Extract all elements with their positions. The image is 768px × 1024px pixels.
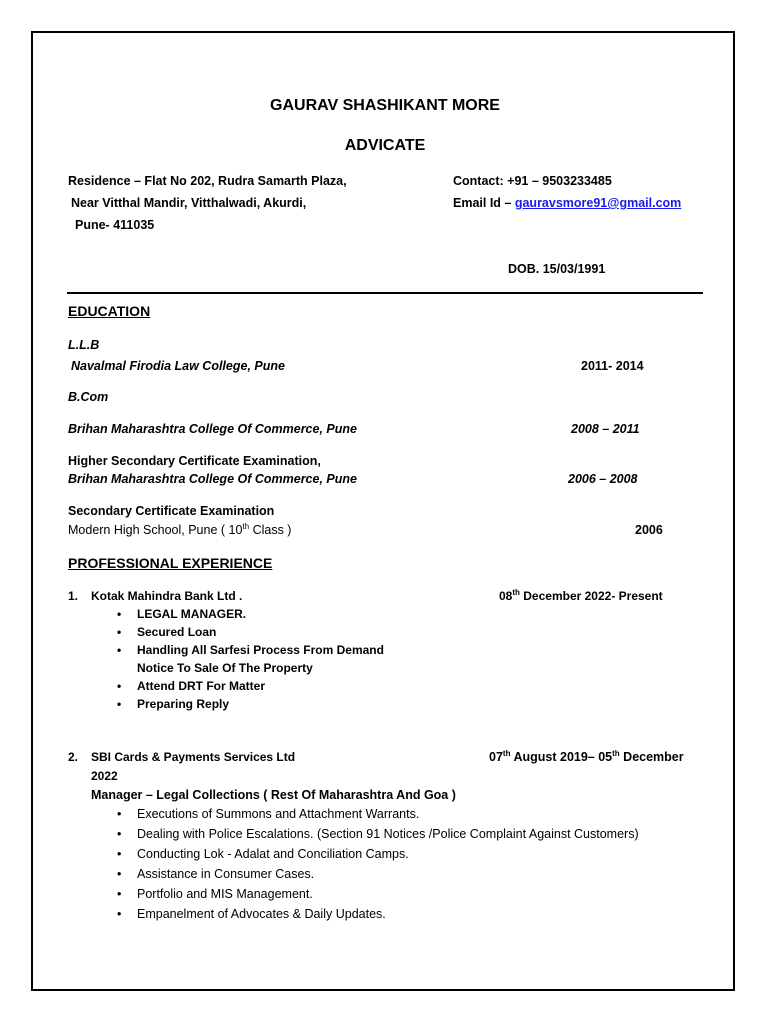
education-degree: Higher Secondary Certificate Examination, (68, 454, 321, 468)
job-bullet: • Handling All Sarfesi Process From Demand (137, 643, 384, 657)
contact-email-line (453, 196, 681, 210)
education-years: 2011- 2014 (581, 359, 644, 373)
education-years: 2006 – 2008 (568, 472, 638, 486)
job-bullet: • Preparing Reply (137, 697, 229, 711)
job-dates: 08th December 2022- Present (499, 588, 663, 603)
job-bullet: • Secured Loan (137, 625, 216, 639)
education-heading: EDUCATION (68, 303, 151, 319)
address-line-1: Residence – Flat No 202, Rudra Samarth Plaza, (68, 174, 347, 188)
header-divider (67, 292, 703, 294)
job-bullet: • LEGAL MANAGER. (137, 607, 246, 621)
education-degree: B.Com (68, 390, 109, 404)
email-label: Email Id – (453, 196, 515, 210)
education-institution: Brihan Maharashtra College Of Commerce, Pune (68, 422, 357, 436)
job-company: Kotak Mahindra Bank Ltd . (91, 589, 243, 603)
job-dates-wrap: 2022 (91, 769, 118, 783)
education-degree: Secondary Certificate Examination (68, 504, 275, 518)
job-role: Manager – Legal Collections ( Rest Of Maharashtra And Goa ) (91, 788, 456, 802)
job-company: SBI Cards & Payments Services Ltd (91, 750, 296, 764)
job-bullet: • Assistance in Consumer Cases. (137, 867, 314, 881)
address-line-3: Pune- 411035 (75, 218, 155, 232)
job-number: 2. (68, 750, 79, 764)
email-link[interactable]: gauravsmore91@gmail.com (514, 196, 682, 210)
job-dates: 07th August 2019– 05th December (489, 748, 684, 764)
education-institution: Modern High School, Pune ( 10th Class ) (68, 521, 292, 537)
job-bullet: • Empanelment of Advocates & Daily Updates. (137, 907, 386, 921)
job-bullet: • Dealing with Police Escalations. (Section 91 Notices /Police Complaint Against Customers) (137, 827, 639, 841)
education-institution: Brihan Maharashtra College Of Commerce, Pune (68, 472, 357, 486)
address-line-2: Near Vitthal Mandir, Vitthalwadi, Akurdi, (71, 196, 307, 210)
education-years: 2006 (635, 523, 663, 537)
job-bullet: • Attend DRT For Matter (137, 679, 265, 693)
job-bullet: • Portfolio and MIS Management. (137, 887, 313, 901)
education-degree: L.L.B (68, 338, 100, 352)
education-years: 2008 – 2011 (571, 422, 640, 436)
date-of-birth: DOB. 15/03/1991 (508, 262, 606, 276)
job-number: 1. (68, 589, 79, 603)
job-bullet: • Conducting Lok - Adalat and Conciliation Camps. (137, 847, 409, 861)
education-institution: Navalmal Firodia Law College, Pune (71, 359, 285, 373)
resume-page (31, 31, 735, 991)
candidate-title: ADVICATE (344, 137, 426, 154)
candidate-name: GAURAV SHASHIKANT MORE (270, 97, 500, 114)
job-bullet: • Executions of Summons and Attachment Warrants. (137, 807, 419, 821)
contact-phone: Contact: +91 – 9503233485 (453, 174, 612, 188)
experience-heading: PROFESSIONAL EXPERIENCE (68, 555, 273, 571)
job-bullet-continuation: Notice To Sale Of The Property (137, 661, 313, 675)
